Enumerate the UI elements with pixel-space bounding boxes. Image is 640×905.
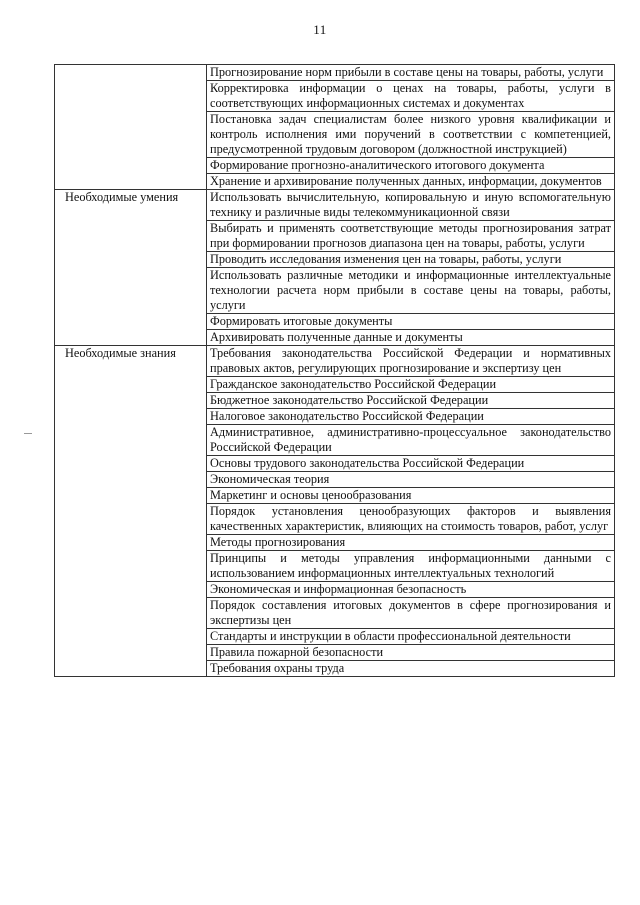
table-row <box>55 190 615 221</box>
section-label: Необходимые умения <box>55 190 207 346</box>
requirement-item: Экономическая теория <box>207 472 615 488</box>
requirement-item: Методы прогнозирования <box>207 535 615 551</box>
requirement-item: Архивировать полученные данные и документы <box>207 330 615 346</box>
requirement-item: Бюджетное законодательство Российской Федерации <box>207 393 615 409</box>
requirement-item: Правила пожарной безопасности <box>207 645 615 661</box>
requirement-item: Принципы и методы управления информационными данными с использованием информационных интеллектуальных технологий <box>207 551 615 582</box>
requirement-item: Основы трудового законодательства Российской Федерации <box>207 456 615 472</box>
table-row <box>55 346 615 377</box>
requirement-item: Формировать итоговые документы <box>207 314 615 330</box>
requirement-item: Использовать различные методики и информационные интеллектуальные технологии расчета норм прибыли в составе цены на товары, работы, услуги <box>207 268 615 314</box>
requirement-item: Стандарты и инструкции в области профессиональной деятельности <box>207 629 615 645</box>
requirement-item: Маркетинг и основы ценообразования <box>207 488 615 504</box>
margin-mark <box>24 433 32 434</box>
section-label: Необходимые знания <box>55 346 207 677</box>
requirement-item: Требования охраны труда <box>207 661 615 677</box>
requirement-item: Порядок составления итоговых документов в сфере прогнозирования и экспертизы цен <box>207 598 615 629</box>
page-number: 11 <box>313 22 327 37</box>
requirements-table <box>54 64 615 677</box>
requirement-item: Формирование прогнозно-аналитического итогового документа <box>207 158 615 174</box>
requirement-item: Административное, административно-процессуальное законодательство Российской Федерации <box>207 425 615 456</box>
requirement-item: Корректировка информации о ценах на товары, работы, услуги в соответствующих информационных системах и документах <box>207 81 615 112</box>
requirement-item: Требования законодательства Российской Федерации и нормативных правовых актов, регулирующих прогнозирование и экспертизу цен <box>207 346 615 377</box>
requirement-item: Порядок установления ценообразующих факторов и выявления качественных характеристик, влияющих на стоимость товаров, работ, услуг <box>207 504 615 535</box>
requirement-item: Налоговое законодательство Российской Федерации <box>207 409 615 425</box>
requirement-item: Проводить исследования изменения цен на товары, работы, услуги <box>207 252 615 268</box>
requirement-item: Экономическая и информационная безопасность <box>207 582 615 598</box>
table-row <box>55 65 615 81</box>
requirement-item: Гражданское законодательство Российской Федерации <box>207 377 615 393</box>
requirement-item: Использовать вычислительную, копировальную и иную вспомогательную технику и различные виды телекоммуникационной связи <box>207 190 615 221</box>
requirement-item: Хранение и архивирование полученных данных, информации, документов <box>207 174 615 190</box>
requirement-item: Постановка задач специалистам более низкого уровня квалификации и контроль исполнения ими поручений в соответствии с компетенцией, предусмотренной трудовым договором (должностной инструкцией) <box>207 112 615 158</box>
requirement-item: Прогнозирование норм прибыли в составе цены на товары, работы, услуги <box>207 65 615 81</box>
requirement-item: Выбирать и применять соответствующие методы прогнозирования затрат при формировании прогнозов диапазона цен на товары, работы, услуги <box>207 221 615 252</box>
section-label <box>55 65 207 190</box>
